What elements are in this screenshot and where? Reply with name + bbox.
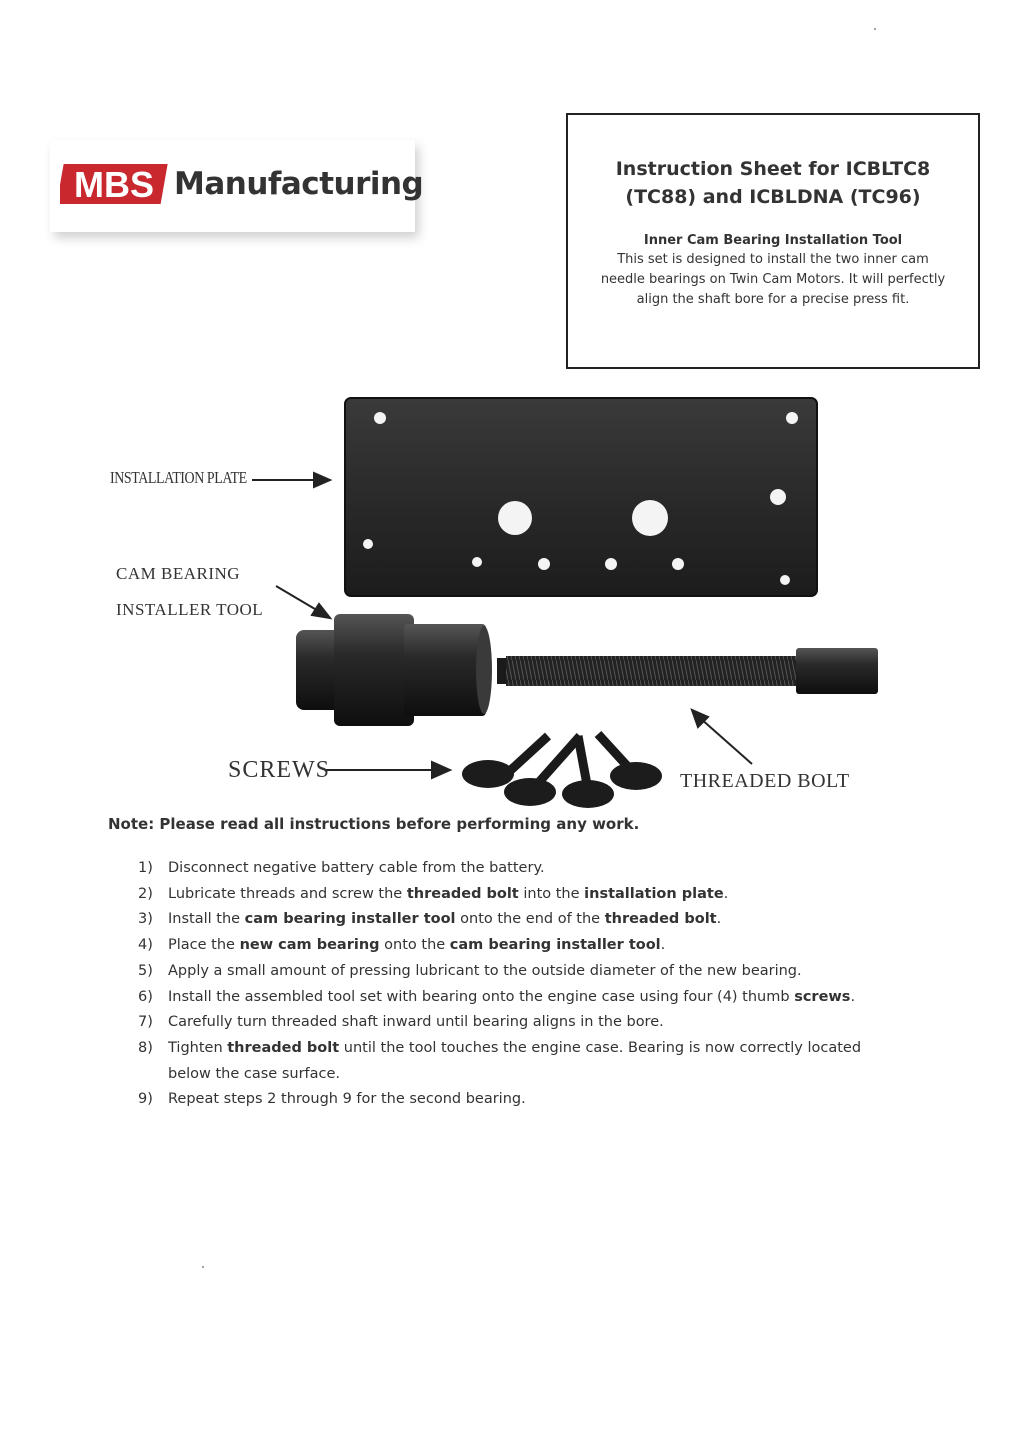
instruction-steps xyxy=(138,856,898,1113)
company-logo xyxy=(50,140,424,232)
step-number: 3) xyxy=(138,911,153,928)
step-item xyxy=(138,959,898,985)
step-item xyxy=(138,882,898,908)
step-emphasis: threaded bolt xyxy=(227,1039,340,1056)
title-line-1: Instruction Sheet for ICBLTC8 xyxy=(615,158,931,180)
logo-wordmark: Manufacturing xyxy=(174,166,424,202)
step-emphasis: screws xyxy=(794,988,851,1005)
step-number: 6) xyxy=(138,988,153,1005)
step-emphasis: threaded bolt xyxy=(406,885,519,902)
step-item xyxy=(138,1010,898,1036)
step-text: until the tool touches the engine case. Bearing is now correctly located below the case surface. xyxy=(168,1039,862,1082)
svg-text:MBS: MBS xyxy=(74,164,154,205)
step-item xyxy=(138,1036,898,1087)
step-text: onto the end of the xyxy=(455,911,605,928)
step-item xyxy=(138,907,898,933)
step-text: Apply a small amount of pressing lubricant to the outside diameter of the new bearing. xyxy=(168,962,802,979)
installation-plate xyxy=(345,398,817,596)
step-text: Disconnect negative battery cable from the battery. xyxy=(168,860,545,876)
note-text: Note: Please read all instructions before performing any work. xyxy=(108,815,640,833)
step-number: 4) xyxy=(138,937,153,954)
scan-speck xyxy=(202,1266,204,1268)
step-text: Lubricate threads and screw the xyxy=(168,885,407,902)
step-number: 1) xyxy=(138,860,153,876)
thumb-screws xyxy=(462,734,662,808)
step-text: Place the xyxy=(168,937,240,954)
step-text: . xyxy=(850,988,856,1005)
step-item xyxy=(138,933,898,959)
step-number: 5) xyxy=(138,962,153,979)
step-emphasis: cam bearing installer tool xyxy=(449,937,661,954)
step-number: 7) xyxy=(138,1014,153,1031)
step-text: Carefully turn threaded shaft inward until bearing aligns in the bore. xyxy=(168,1014,664,1031)
step-number: 9) xyxy=(138,1091,153,1108)
label-cam-bearing-line-1: CAM BEARING xyxy=(116,564,241,583)
label-cam-bearing-line-2: INSTALLER TOOL xyxy=(116,600,264,619)
step-emphasis: installation plate xyxy=(584,885,724,902)
tool-description: This set is designed to install the two inner cam needle bearings on Twin Cam Motors. It will perfectly align the shaft bore for a precise press fit. xyxy=(600,252,946,307)
step-number: 2) xyxy=(138,885,153,902)
scan-speck xyxy=(874,28,876,30)
tool-name: Inner Cam Bearing Installation Tool xyxy=(643,233,903,248)
label-installation-plate: INSTALLATION PLATE xyxy=(110,468,247,487)
step-emphasis: new cam bearing xyxy=(239,937,380,954)
step-emphasis: threaded bolt xyxy=(604,911,717,928)
step-item xyxy=(138,1087,898,1113)
step-text: onto the xyxy=(379,937,450,954)
title-line-2: (TC88) and ICBLDNA (TC96) xyxy=(625,186,921,208)
label-threaded-bolt: THREADED BOLT xyxy=(680,770,850,792)
label-screws: SCREWS xyxy=(228,757,331,783)
cam-bearing-installer-tool xyxy=(296,614,492,726)
step-text: Repeat steps 2 through 9 for the second bearing. xyxy=(168,1091,526,1108)
step-item xyxy=(138,856,898,882)
step-text: Install the assembled tool set with bearing onto the engine case using four (4) thumb xyxy=(168,988,795,1005)
step-text: . xyxy=(716,911,722,928)
step-text: Tighten xyxy=(168,1039,228,1056)
instruction-header-box xyxy=(566,113,980,369)
step-text: . xyxy=(723,885,729,902)
step-text: . xyxy=(660,937,666,954)
instruction-title xyxy=(588,155,958,211)
threaded-bolt xyxy=(497,648,878,694)
step-emphasis: cam bearing installer tool xyxy=(244,911,456,928)
step-number: 8) xyxy=(138,1039,153,1056)
step-text: Install the xyxy=(168,911,245,928)
step-item xyxy=(138,985,898,1011)
step-text: into the xyxy=(518,885,585,902)
mbs-logo-mark xyxy=(60,162,172,208)
